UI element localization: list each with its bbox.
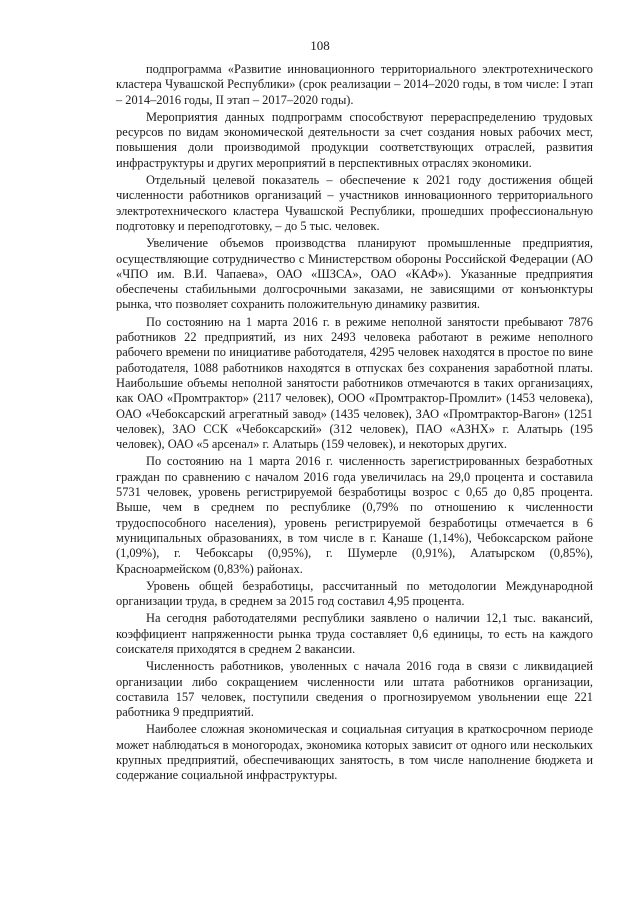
paragraph-ilo-unemployment: Уровень общей безработицы, рассчитанный по методологии Международной организации труда, в среднем за 2015 год составил 4,95 процента. <box>116 578 593 609</box>
document-body <box>116 62 593 786</box>
paragraph-vacancies: На сегодня работодателями республики заявлено о наличии 12,1 тыс. вакансий, коэффициент напряженности рынка труда составляет 0,6 единицы, то есть на каждого соискателя приходятся в среднем 2 вакансии. <box>116 611 593 656</box>
paragraph-production-growth: Увеличение объемов производства планируют промышленные предприятия, осуществляющие сотрудничество с Министерством обороны Российской Федерации (АО «ЧПО им. В.И. Чапаева», ОАО «ШЗСА», ОАО «КАФ»). Указанные предприятия обеспечены стабильными долгосрочными заказами, не зависящими от конъюнктуры рынка, что позволяет сохранить положительную динамику развития. <box>116 236 593 312</box>
paragraph-target-indicator: Отдельный целевой показатель – обеспечение к 2021 году достижения общей численности работников организаций – участников инновационного территориального электротехнического кластера Чувашской Республики, прошедших профессиональную подготовку и переподготовку, – до 5 тыс. человек. <box>116 173 593 233</box>
page-number: 108 <box>310 38 330 53</box>
paragraph-subprogram-continuation: подпрограмма «Развитие инновационного территориального электротехнического кластера Чувашской Республики» (срок реализации – 2014–2020 годы, в том числе: I этап – 2014–2016 годы, II этап – 2017–2020 годы). <box>116 62 593 107</box>
paragraph-subprogram-measures: Мероприятия данных подпрограмм способствуют перераспределению трудовых ресурсов по видам экономической деятельности за счет создания новых рабочих мест, повышения доли производимой продукции соответствующих отраслей, развития инфраструктуры и других мероприятий в перспективных отраслях экономики. <box>116 109 593 170</box>
paragraph-monotowns: Наиболее сложная экономическая и социальная ситуация в краткосрочном периоде может наблюдаться в моногородах, экономика которых зависит от одного или нескольких крупных предприятий, обеспечивающих занятость, в том числе наполнение бюджета и содержание социальной инфраструктуры. <box>116 722 593 783</box>
paragraph-part-time-employment: По состоянию на 1 марта 2016 г. в режиме неполной занятости пребывают 7876 работников 22 предприятий, из них 2493 человека работают в режиме неполного рабочего времени по инициативе работодателя, 4295 человек находятся в простое по вине работодателя, 1088 работников находятся в отпусках без сохранения заработной платы. Наибольшие объемы неполной занятости работников отмечаются в таких организациях, как ОАО «Промтрактор» (2117 человек), ООО «Промтрактор-Промлит» (1453 человека), ОАО «Чебоксарский агрегатный завод» (1435 человек), ЗАО «Промтрактор-Вагон» (1251 человек), ЗАО ССК «Чебоксарский» (312 человек), ПАО «АЗНХ» г. Алатырь (195 человек), ОАО «5 арсенал» г. Алатырь (159 человек), и некоторых других. <box>116 314 593 452</box>
paragraph-registered-unemployment: По состоянию на 1 марта 2016 г. численность зарегистрированных безработных граждан по сравнению с началом 2016 года увеличилась на 29,0 процента и составила 5731 человек, уровень регистрируемой безработицы возрос с 0,65 до 0,85 процента. Выше, чем в среднем по республике (0,79% по отношению к численности трудоспособного населения), уровень регистрируемой безработицы отмечается в 6 муниципальных образованиях, в том числе в г. Канаше (1,14%), Чебоксарском районе (1,09%), г. Чебоксары (0,95%), г. Шумерле (0,91%), Алатырском (0,85%), Красноармейском (0,83%) районах. <box>116 454 593 576</box>
paragraph-layoffs: Численность работников, уволенных с начала 2016 года в связи с ликвидацией организации либо сокращением численности или штата работников организации, составила 157 человек, поступили сведения о прогнозируемом увольнении еще 221 работника 9 предприятий. <box>116 659 593 720</box>
